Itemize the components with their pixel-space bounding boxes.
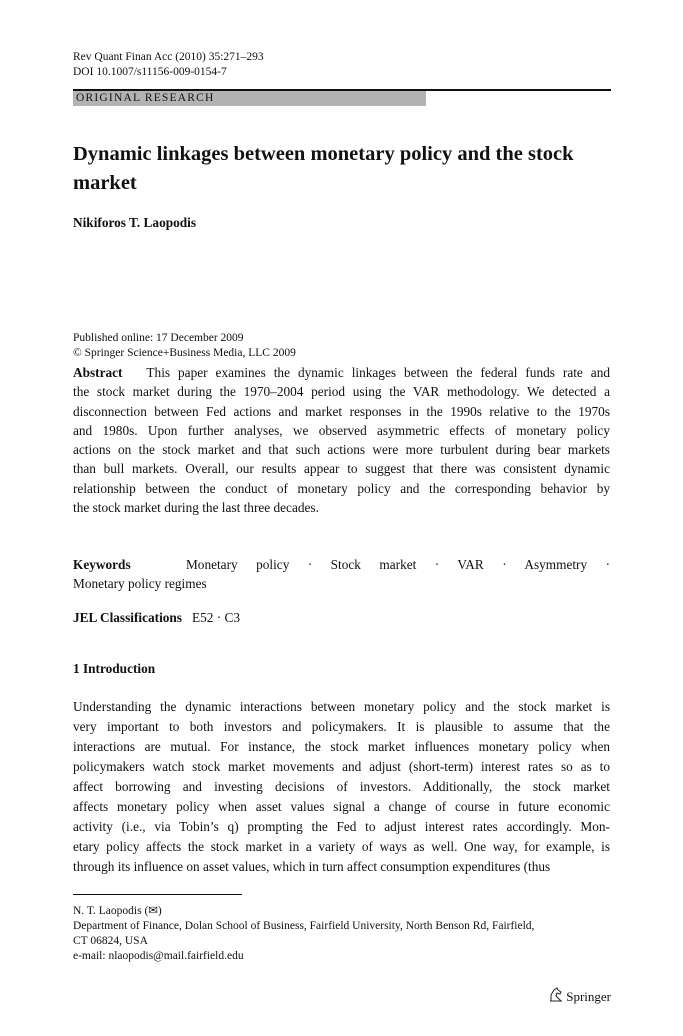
title-line: Dynamic linkages between monetary policy and the stock <box>73 143 574 165</box>
text-line <box>73 797 610 817</box>
text-span: policymakers watch stock market movements and adjust (short-term) interest rates so as to <box>73 759 610 774</box>
abstract <box>73 363 610 517</box>
publisher-name: Springer <box>566 988 611 1004</box>
paper-title <box>73 140 613 198</box>
text-span: affect borrowing and investing decisions of investors. Additionally, the stock market <box>73 779 610 794</box>
keywords <box>73 555 610 594</box>
text-span: than bull markets. Overall, our results appear to suggest that there was consistent dynamic <box>73 461 610 477</box>
abstract-label: Abstract <box>73 365 123 380</box>
text-line <box>73 459 610 478</box>
text-line <box>73 555 610 574</box>
text-line <box>73 574 610 593</box>
text-span: Monetary policy · Stock market · VAR · Asymmetry · <box>185 557 610 572</box>
publisher-logo <box>549 987 611 1006</box>
text-span: This paper examines the dynamic linkages between the federal funds rate and <box>146 365 610 380</box>
text-line <box>73 777 610 797</box>
section-heading: 1 Introduction <box>73 661 156 676</box>
text-span: activity (i.e., via Tobin’s q) prompting the Fed to adjust interest rates accordingly. Mon- <box>73 819 610 834</box>
text-span: Monetary policy regimes <box>73 576 207 592</box>
text-span: the stock market during the last three decades. <box>73 500 319 516</box>
jel-value: E52 · C3 <box>191 610 240 625</box>
footnote-name: N. T. Laopodis (✉) <box>73 905 162 917</box>
text-line <box>73 402 610 421</box>
springer-horse-icon <box>549 987 563 1006</box>
text-span: and 1980s. Upon further analyses, we observed asymmetric effects of monetary policy <box>73 422 610 438</box>
text-span: affects monetary policy when asset values signal a change of course in future economic <box>73 799 610 814</box>
title-line: market <box>73 172 137 194</box>
text-line <box>73 498 610 517</box>
text-line <box>73 837 610 857</box>
doi: DOI 10.1007/s11156-009-0154-7 <box>73 66 227 78</box>
published-date: Published online: 17 December 2009 <box>73 332 244 344</box>
text-span: relationship between the conduct of monetary policy and the corresponding behavior by <box>73 480 610 496</box>
footnote-affiliation: Department of Finance, Dolan School of Business, Fairfield University, North Benson Rd, Fairfield, <box>73 920 535 932</box>
jel-label: JEL Classifications <box>73 610 182 625</box>
footnote-rule <box>73 894 242 895</box>
text-line <box>73 440 610 459</box>
journal-citation: Rev Quant Finan Acc (2010) 35:271–293 <box>73 51 264 63</box>
text-line <box>73 817 610 837</box>
text-span: disconnection between Fed actions and market responses in the 1990s relative to the 1970s <box>73 403 610 419</box>
section-band: ORIGINAL RESEARCH <box>73 91 426 106</box>
author: Nikiforos T. Laopodis <box>73 215 197 230</box>
text-span: etary policy affects the stock market in a variety of ways as well. One way, for example, is <box>73 839 610 854</box>
footnote-address: CT 06824, USA <box>73 935 148 947</box>
text-line <box>73 737 610 757</box>
text-span: the stock market during the 1970–2004 period using the VAR methodology. We detected a <box>73 384 610 400</box>
jel-classifications <box>73 608 610 627</box>
text-line <box>73 757 610 777</box>
text-line <box>73 421 610 440</box>
text-line <box>73 717 610 737</box>
text-line <box>73 857 610 877</box>
text-span: interactions are mutual. For instance, the stock market influences monetary policy when <box>73 739 610 754</box>
text-span: very important to both investors and policymakers. It is plausible to assume that the <box>73 719 610 734</box>
text-span: through its influence on asset values, which in turn affect consumption expenditures (thus <box>73 859 551 874</box>
text-line <box>73 382 610 401</box>
text-line <box>73 363 610 382</box>
text-span: Understanding the dynamic interactions between monetary policy and the stock market is <box>73 699 610 714</box>
copyright: © Springer Science+Business Media, LLC 2009 <box>73 347 296 359</box>
text-span: actions on the stock market and that such actions were more turbulent during bear markets <box>73 442 610 458</box>
keywords-label: Keywords <box>73 557 131 572</box>
footnote-email[interactable]: e-mail: nlaopodis@mail.fairfield.edu <box>73 950 244 962</box>
text-line <box>73 697 610 717</box>
text-line <box>73 479 610 498</box>
intro-paragraph <box>73 697 610 877</box>
